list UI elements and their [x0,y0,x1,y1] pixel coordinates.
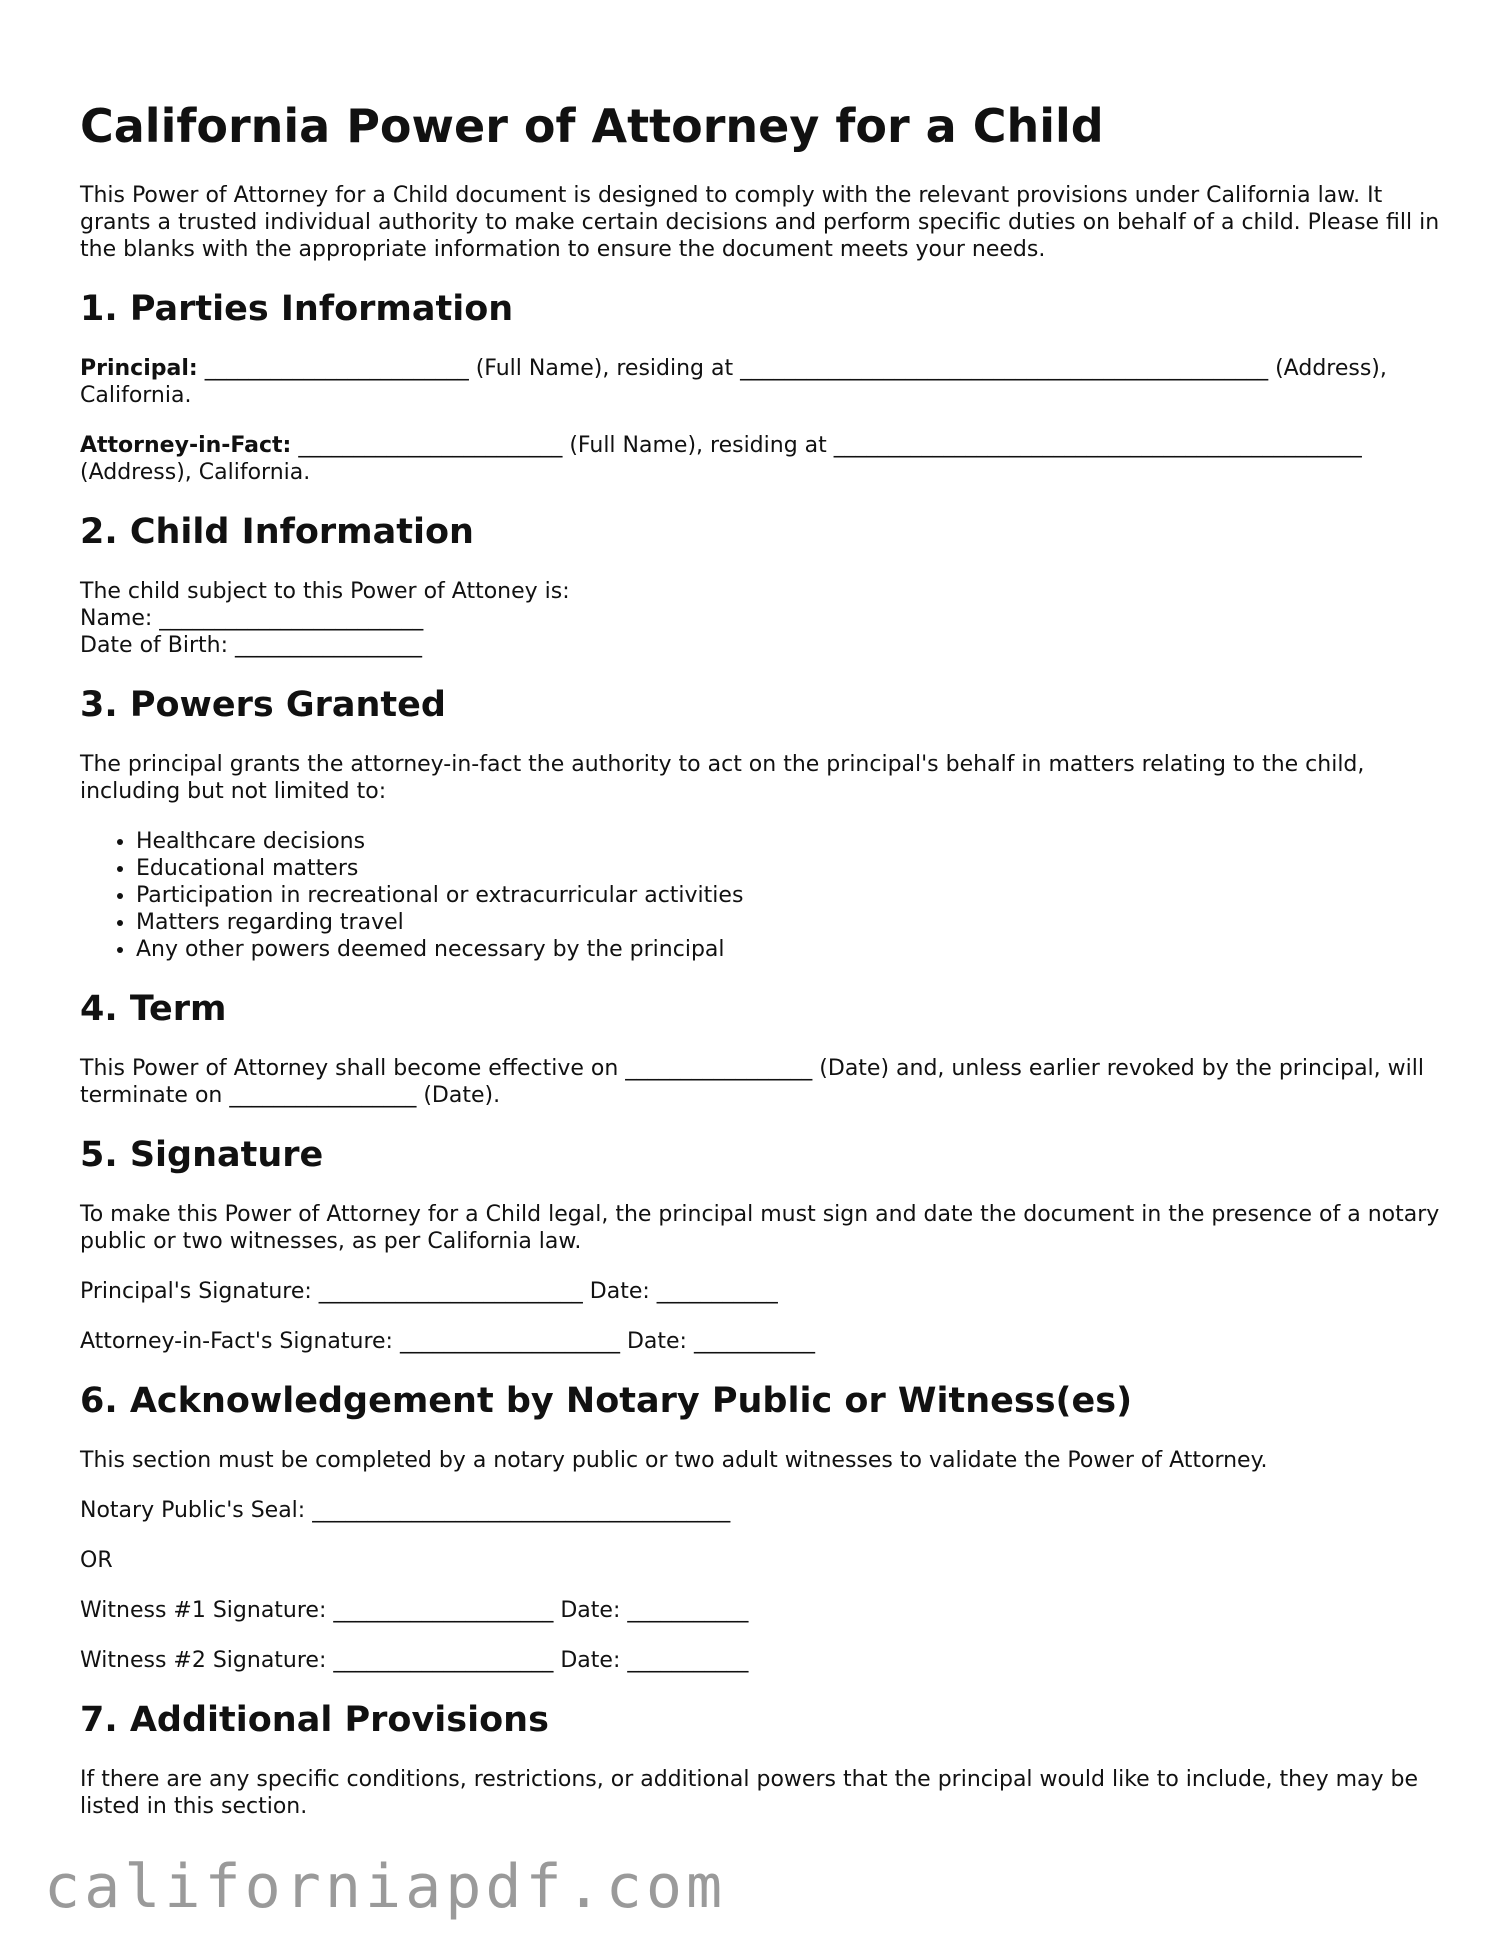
attorney-text: ________________________ (Full Name), residing at ________________________________________________ (Address), California. [80,433,1362,485]
attorney-label: Attorney-in-Fact: [80,433,292,458]
attorney-signature-line: Attorney-in-Fact's Signature: ____________________ Date: ___________ [80,1329,815,1354]
term-paragraph: This Power of Attorney shall become effective on _________________ (Date) and, unless earlier revoked by the principal, will terminate on _________________ (Date). [80,1056,1424,1108]
list-item: • Matters regarding travel [136,909,1440,936]
attorney-line [80,432,1440,486]
witness1-signature-line: Witness #1 Signature: ____________________ Date: ___________ [80,1598,749,1623]
principal-line [80,355,1440,409]
acknowledgement-paragraph: This section must be completed by a notary public or two adult witnesses to validate the Power of Attorney. [80,1448,1268,1473]
principal-signature-line: Principal's Signature: ________________________ Date: ___________ [80,1279,778,1304]
child-dob-field: Date of Birth: _________________ [80,633,422,658]
powers-paragraph: The principal grants the attorney-in-fact the authority to act on the principal's behalf in matters relating to the child, including but not limited to: [80,752,1365,804]
document-title: California Power of Attorney for a Child [80,99,1104,153]
section-heading-additional: 7. Additional Provisions [80,1700,549,1740]
section-heading-signature: 5. Signature [80,1135,324,1175]
child-intro: The child subject to this Power of Attoney is: [80,579,570,604]
watermark: californiapdf.com [44,1852,727,1922]
document [80,96,1440,1843]
or-separator: OR [80,1548,113,1573]
list-item: • Healthcare decisions [136,828,1440,855]
section-heading-term: 4. Term [80,989,227,1029]
principal-text: ________________________ (Full Name), residing at ________________________________________________ (Address), California. [80,356,1387,408]
witness2-signature-line: Witness #2 Signature: ____________________ Date: ___________ [80,1648,749,1673]
section-heading-parties: 1. Parties Information [80,289,514,329]
powers-list [80,828,1440,963]
child-name-field: Name: ________________________ [80,606,424,631]
list-item: • Any other powers deemed necessary by the principal [136,936,1440,963]
additional-paragraph: If there are any specific conditions, restrictions, or additional powers that the principal would like to include, they may be listed in this section. [80,1767,1419,1819]
section-heading-acknowledgement: 6. Acknowledgement by Notary Public or Witness(es) [80,1381,1133,1421]
section-heading-powers: 3. Powers Granted [80,685,446,725]
child-info [80,578,1440,659]
principal-label: Principal: [80,356,198,381]
notary-seal-line: Notary Public's Seal: ______________________________________ [80,1498,731,1523]
list-item: • Educational matters [136,855,1440,882]
section-heading-child: 2. Child Information [80,512,474,552]
intro-paragraph: This Power of Attorney for a Child document is designed to comply with the relevant provisions under California law. It grants a trusted individual authority to make certain decisions and perform specific duties on behalf of a child. Please fill in the blanks with the appropriate information to ensure the document meets your needs. [80,183,1440,262]
list-item: • Participation in recreational or extracurricular activities [136,882,1440,909]
signature-paragraph: To make this Power of Attorney for a Child legal, the principal must sign and date the document in the presence of a notary public or two witnesses, as per California law. [80,1202,1440,1254]
